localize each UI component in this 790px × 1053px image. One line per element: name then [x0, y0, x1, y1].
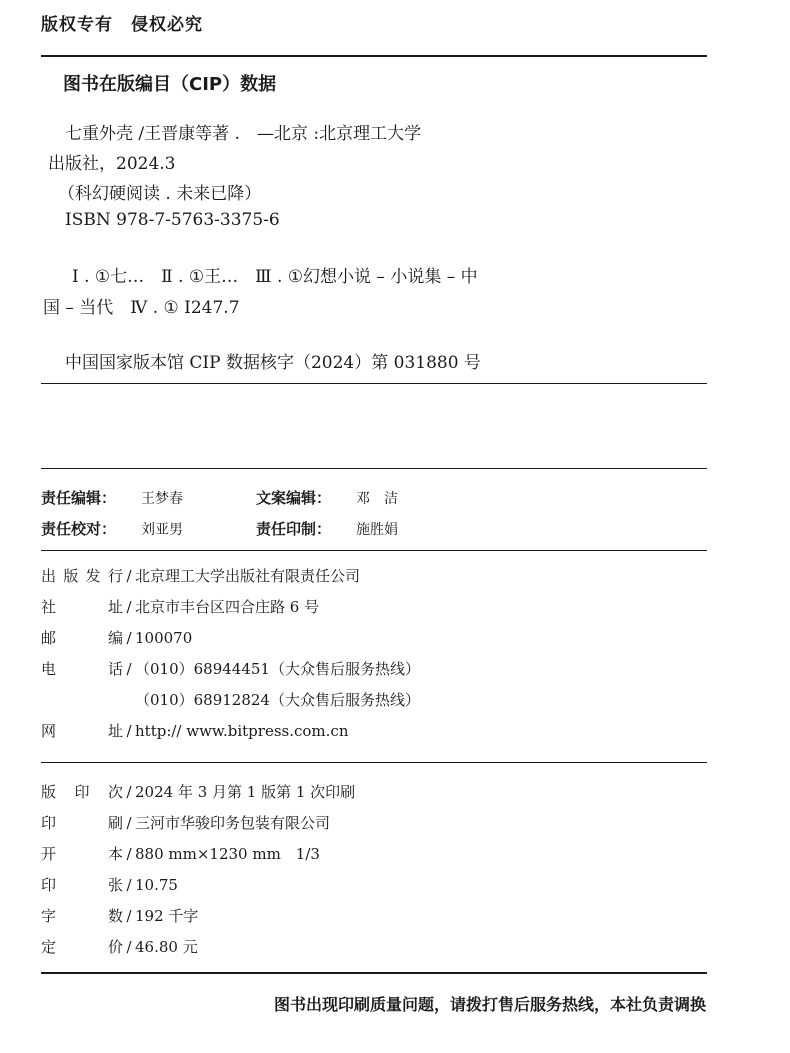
top-rule	[41, 55, 707, 57]
credits-top-rule	[41, 468, 707, 469]
credit-copy-editor-value: 邓 洁	[356, 491, 398, 507]
edition-row	[41, 780, 355, 804]
row-label: 开本	[41, 845, 123, 863]
row-label: 社址	[41, 598, 123, 616]
cip-title: 图书在版编目（CIP）数据	[63, 74, 277, 95]
row-value: 10.75	[135, 876, 178, 894]
bottom-rule	[41, 972, 707, 974]
row-label: 出版发行	[41, 567, 123, 585]
copyright-notice: 版权专有 侵权必究	[41, 15, 203, 35]
cip-line-2: 出版社，2024.3	[48, 154, 176, 174]
row-label: 网址	[41, 722, 123, 740]
row-value: 2024 年 3 月第 1 版第 1 次印刷	[135, 783, 356, 801]
footer-notice: 图书出现印刷质量问题，请拨打售后服务热线，本社负责调换	[273, 995, 706, 1014]
format-row	[41, 842, 320, 866]
row-value: （010）68944451（大众售后服务热线）	[135, 660, 420, 678]
row-value: 100070	[135, 629, 193, 647]
printer-row	[41, 811, 330, 835]
row-separator: /	[126, 938, 132, 956]
row-value: 46.80 元	[135, 938, 198, 956]
row-value: 北京理工大学出版社有限责任公司	[135, 567, 361, 585]
postcode-row	[41, 626, 192, 650]
row-separator: /	[126, 783, 132, 801]
row-separator: /	[126, 629, 132, 647]
cip-line-1: 七重外壳 /王晋康等著 . —北京 :北京理工大学	[65, 124, 422, 144]
row-value: 北京市丰台区四合庄路 6 号	[135, 598, 320, 616]
sheets-row	[41, 873, 178, 897]
row-separator: /	[126, 845, 132, 863]
credit-editor-value: 王梦春	[141, 491, 183, 507]
price-row	[41, 935, 198, 959]
row-value: http:// www.bitpress.com.cn	[135, 722, 349, 740]
row-label: 版印次	[41, 783, 123, 801]
row-value: 880 mm×1230 mm 1/3	[135, 845, 320, 863]
website-row	[41, 719, 348, 743]
cip-classification-2: 国 – 当代 Ⅳ . ① I247.7	[43, 298, 240, 318]
credit-print-manager-value: 施胜娟	[356, 522, 398, 538]
row-value: 192 千字	[135, 907, 199, 925]
address-row	[41, 595, 319, 619]
phone-row	[41, 657, 420, 681]
row-label: 印刷	[41, 814, 123, 832]
row-label: 字数	[41, 907, 123, 925]
credit-proofreader-value: 刘亚男	[141, 522, 183, 538]
credit-print-manager-label: 责任印制：	[256, 520, 332, 538]
row-separator: /	[126, 598, 132, 616]
row-label: 电话	[41, 660, 123, 678]
row-label: 印张	[41, 876, 123, 894]
cip-isbn: ISBN 978-7-5763-3375-6	[65, 210, 280, 230]
credits-bottom-rule	[41, 550, 707, 551]
row-label: 邮编	[41, 629, 123, 647]
row-separator: /	[126, 660, 132, 678]
print-info-top-rule	[41, 762, 707, 763]
credit-proofreader-label: 责任校对：	[41, 520, 117, 538]
credit-copy-editor-label: 文案编辑：	[256, 489, 332, 507]
cip-verification: 中国国家版本馆 CIP 数据核字（2024）第 031880 号	[65, 353, 481, 373]
row-separator: /	[126, 876, 132, 894]
row-separator: /	[126, 814, 132, 832]
phone-row-2: （010）68912824（大众售后服务热线）	[135, 691, 420, 709]
row-separator: /	[126, 722, 132, 740]
credit-editor-label: 责任编辑：	[41, 489, 117, 507]
row-label: 定价	[41, 938, 123, 956]
row-value: 三河市华骏印务包装有限公司	[135, 814, 331, 832]
word-count-row	[41, 904, 198, 928]
publisher-row	[41, 564, 360, 588]
cip-line-3: （科幻硬阅读 . 未来已降）	[58, 184, 262, 204]
row-separator: /	[126, 567, 132, 585]
cip-bottom-rule	[41, 383, 707, 384]
cip-classification-1: Ⅰ . ①七… Ⅱ . ①王… Ⅲ . ①幻想小说 – 小说集 – 中	[72, 267, 478, 287]
row-separator: /	[126, 907, 132, 925]
